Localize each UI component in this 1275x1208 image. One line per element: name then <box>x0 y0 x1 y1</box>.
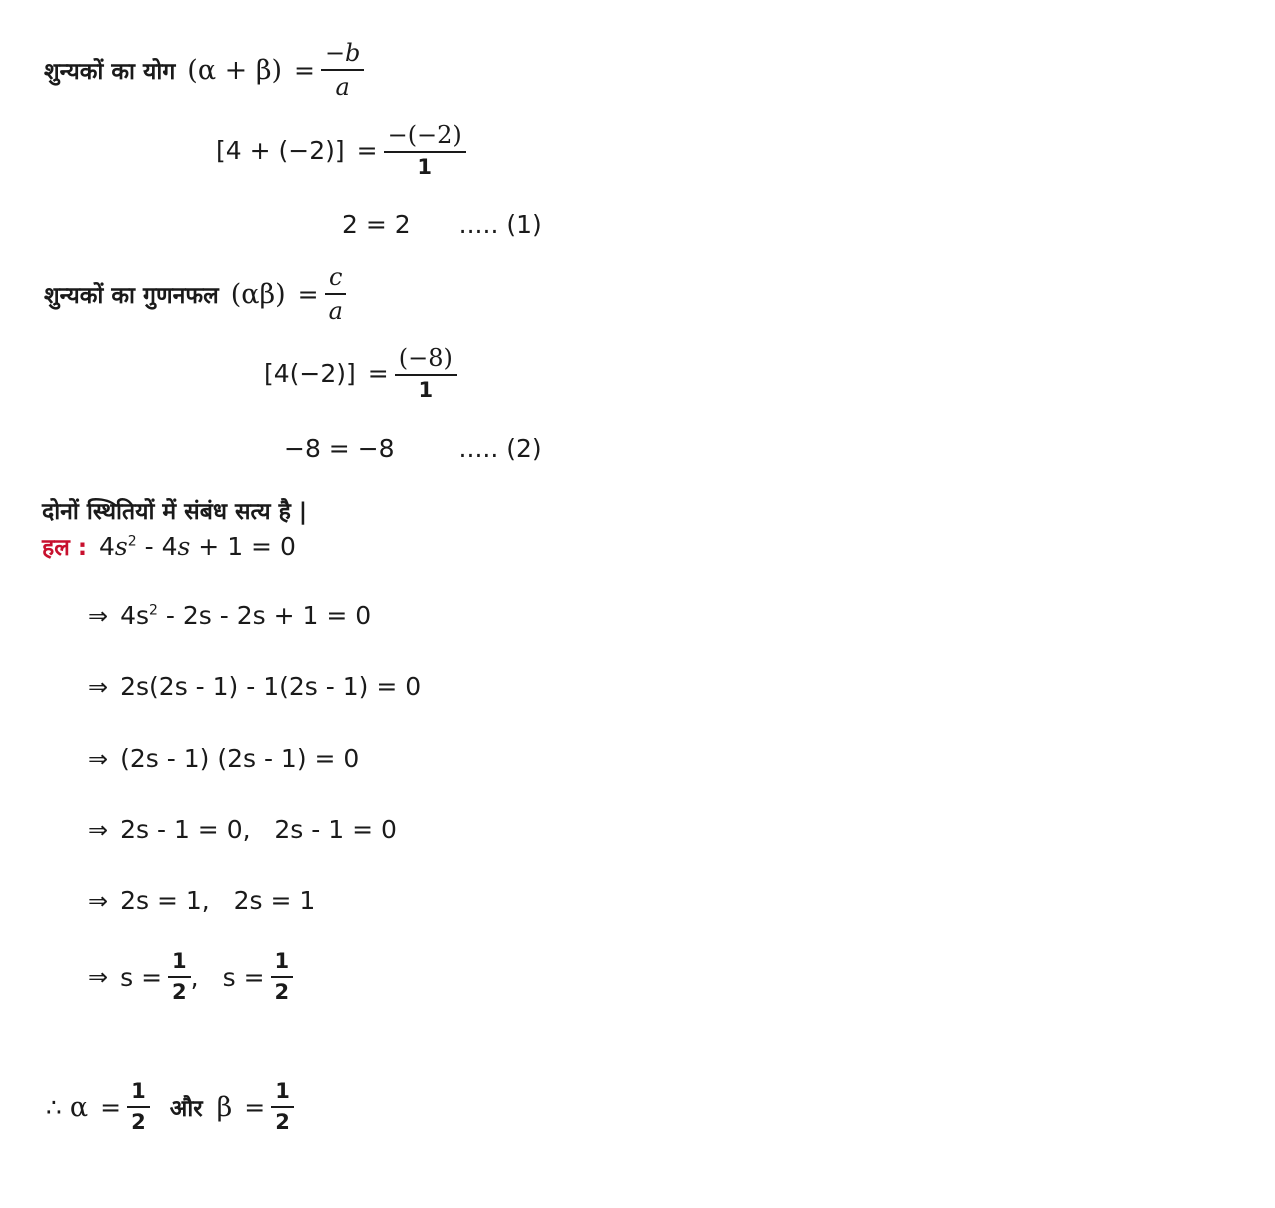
fraction-denominator: a <box>328 297 343 326</box>
product-label: शुन्यकों का गुणनफल <box>44 283 219 310</box>
fraction-denominator: 2 <box>131 1110 146 1135</box>
step-6-lhs-b: s = <box>222 962 265 992</box>
fraction-denominator: 1 <box>418 378 434 403</box>
step-3-text: (2s - 1) (2s - 1) = 0 <box>120 744 360 773</box>
step-5-text: 2s = 1, 2s = 1 <box>120 886 316 915</box>
product-result-line <box>284 434 542 463</box>
step-2 <box>88 672 421 701</box>
product-check-lhs: [4(−2)] <box>264 359 356 389</box>
implies-arrow: ⇒ <box>88 672 109 701</box>
solution-label: हल : <box>42 535 88 561</box>
product-result: −8 = −8 <box>284 434 395 463</box>
implies-arrow: ⇒ <box>88 963 109 992</box>
step-6-fraction-b <box>271 950 294 1004</box>
alpha-symbol: α <box>69 1091 89 1123</box>
fraction-numerator: −b <box>321 40 364 71</box>
solution-equation: $4s^2 - 4s + 1 = 0$ <box>99 531 296 561</box>
conclusion-text: दोनों स्थितियों में संबंध सत्य है | <box>42 499 308 525</box>
implies-arrow: ⇒ <box>88 815 109 844</box>
product-formula-line <box>44 264 353 325</box>
equals-sign: = <box>244 1092 266 1122</box>
fraction-denominator: 2 <box>274 980 290 1005</box>
sum-fraction <box>321 40 364 101</box>
step-1 <box>88 601 371 630</box>
step-5 <box>88 886 315 915</box>
equals-sign: = <box>100 1092 122 1122</box>
step-4 <box>88 815 397 844</box>
fraction-numerator: c <box>325 264 346 295</box>
implies-arrow: ⇒ <box>88 601 109 630</box>
equals-sign: = <box>293 55 315 85</box>
equation-ref-2: ..... (2) <box>458 434 542 463</box>
fraction-denominator: 1 <box>417 155 432 180</box>
fraction-numerator: −(−2) <box>384 122 466 153</box>
sum-result-line <box>342 210 542 239</box>
product-check-line <box>264 345 463 402</box>
sum-lhs: (α + β) <box>187 54 282 86</box>
sum-result: 2 = 2 <box>342 210 411 239</box>
implies-arrow: ⇒ <box>88 744 109 773</box>
product-lhs: (αβ) <box>230 278 286 310</box>
beta-symbol: β <box>216 1091 233 1123</box>
therefore-symbol: ∴ <box>46 1092 62 1122</box>
sum-label: शुन्यकों का योग <box>44 59 176 86</box>
fraction-numerator: 1 <box>168 950 191 978</box>
fraction-numerator: 1 <box>127 1080 150 1108</box>
fraction-numerator: 1 <box>271 1080 294 1108</box>
implies-arrow: ⇒ <box>88 886 109 915</box>
fraction-denominator: 2 <box>172 980 187 1005</box>
step-4-text: 2s - 1 = 0, 2s - 1 = 0 <box>120 815 397 844</box>
product-check-fraction <box>395 345 457 402</box>
equals-sign: = <box>356 136 378 166</box>
solution-line <box>42 530 296 562</box>
step-2-text: 2s(2s - 1) - 1(2s - 1) = 0 <box>120 672 422 701</box>
step-6-fraction-a <box>168 950 191 1004</box>
equation-ref-1: ..... (1) <box>458 210 542 239</box>
comma: , <box>190 962 199 992</box>
sum-check-fraction <box>384 122 466 179</box>
beta-fraction <box>271 1080 294 1134</box>
fraction-numerator: (−8) <box>395 345 457 376</box>
fraction-denominator: 2 <box>275 1110 290 1135</box>
final-line <box>46 1080 300 1134</box>
product-fraction <box>325 264 347 325</box>
and-word: और <box>169 1096 203 1123</box>
step-6-lhs-a: s = <box>120 962 163 992</box>
fraction-numerator: 1 <box>271 950 294 978</box>
sum-check-lhs: [4 + (−2)] <box>216 136 345 166</box>
sum-check-line <box>216 122 472 179</box>
equals-sign: = <box>367 359 389 389</box>
conclusion-line <box>42 494 307 526</box>
step-6 <box>88 950 299 1004</box>
sum-formula-line <box>44 40 370 101</box>
fraction-denominator: a <box>335 73 350 102</box>
step-1-text: $4s^2 - 2s - 2s + 1 = 0$ <box>120 601 372 630</box>
equals-sign: = <box>297 279 319 309</box>
step-3 <box>88 744 359 773</box>
alpha-fraction <box>127 1080 150 1134</box>
